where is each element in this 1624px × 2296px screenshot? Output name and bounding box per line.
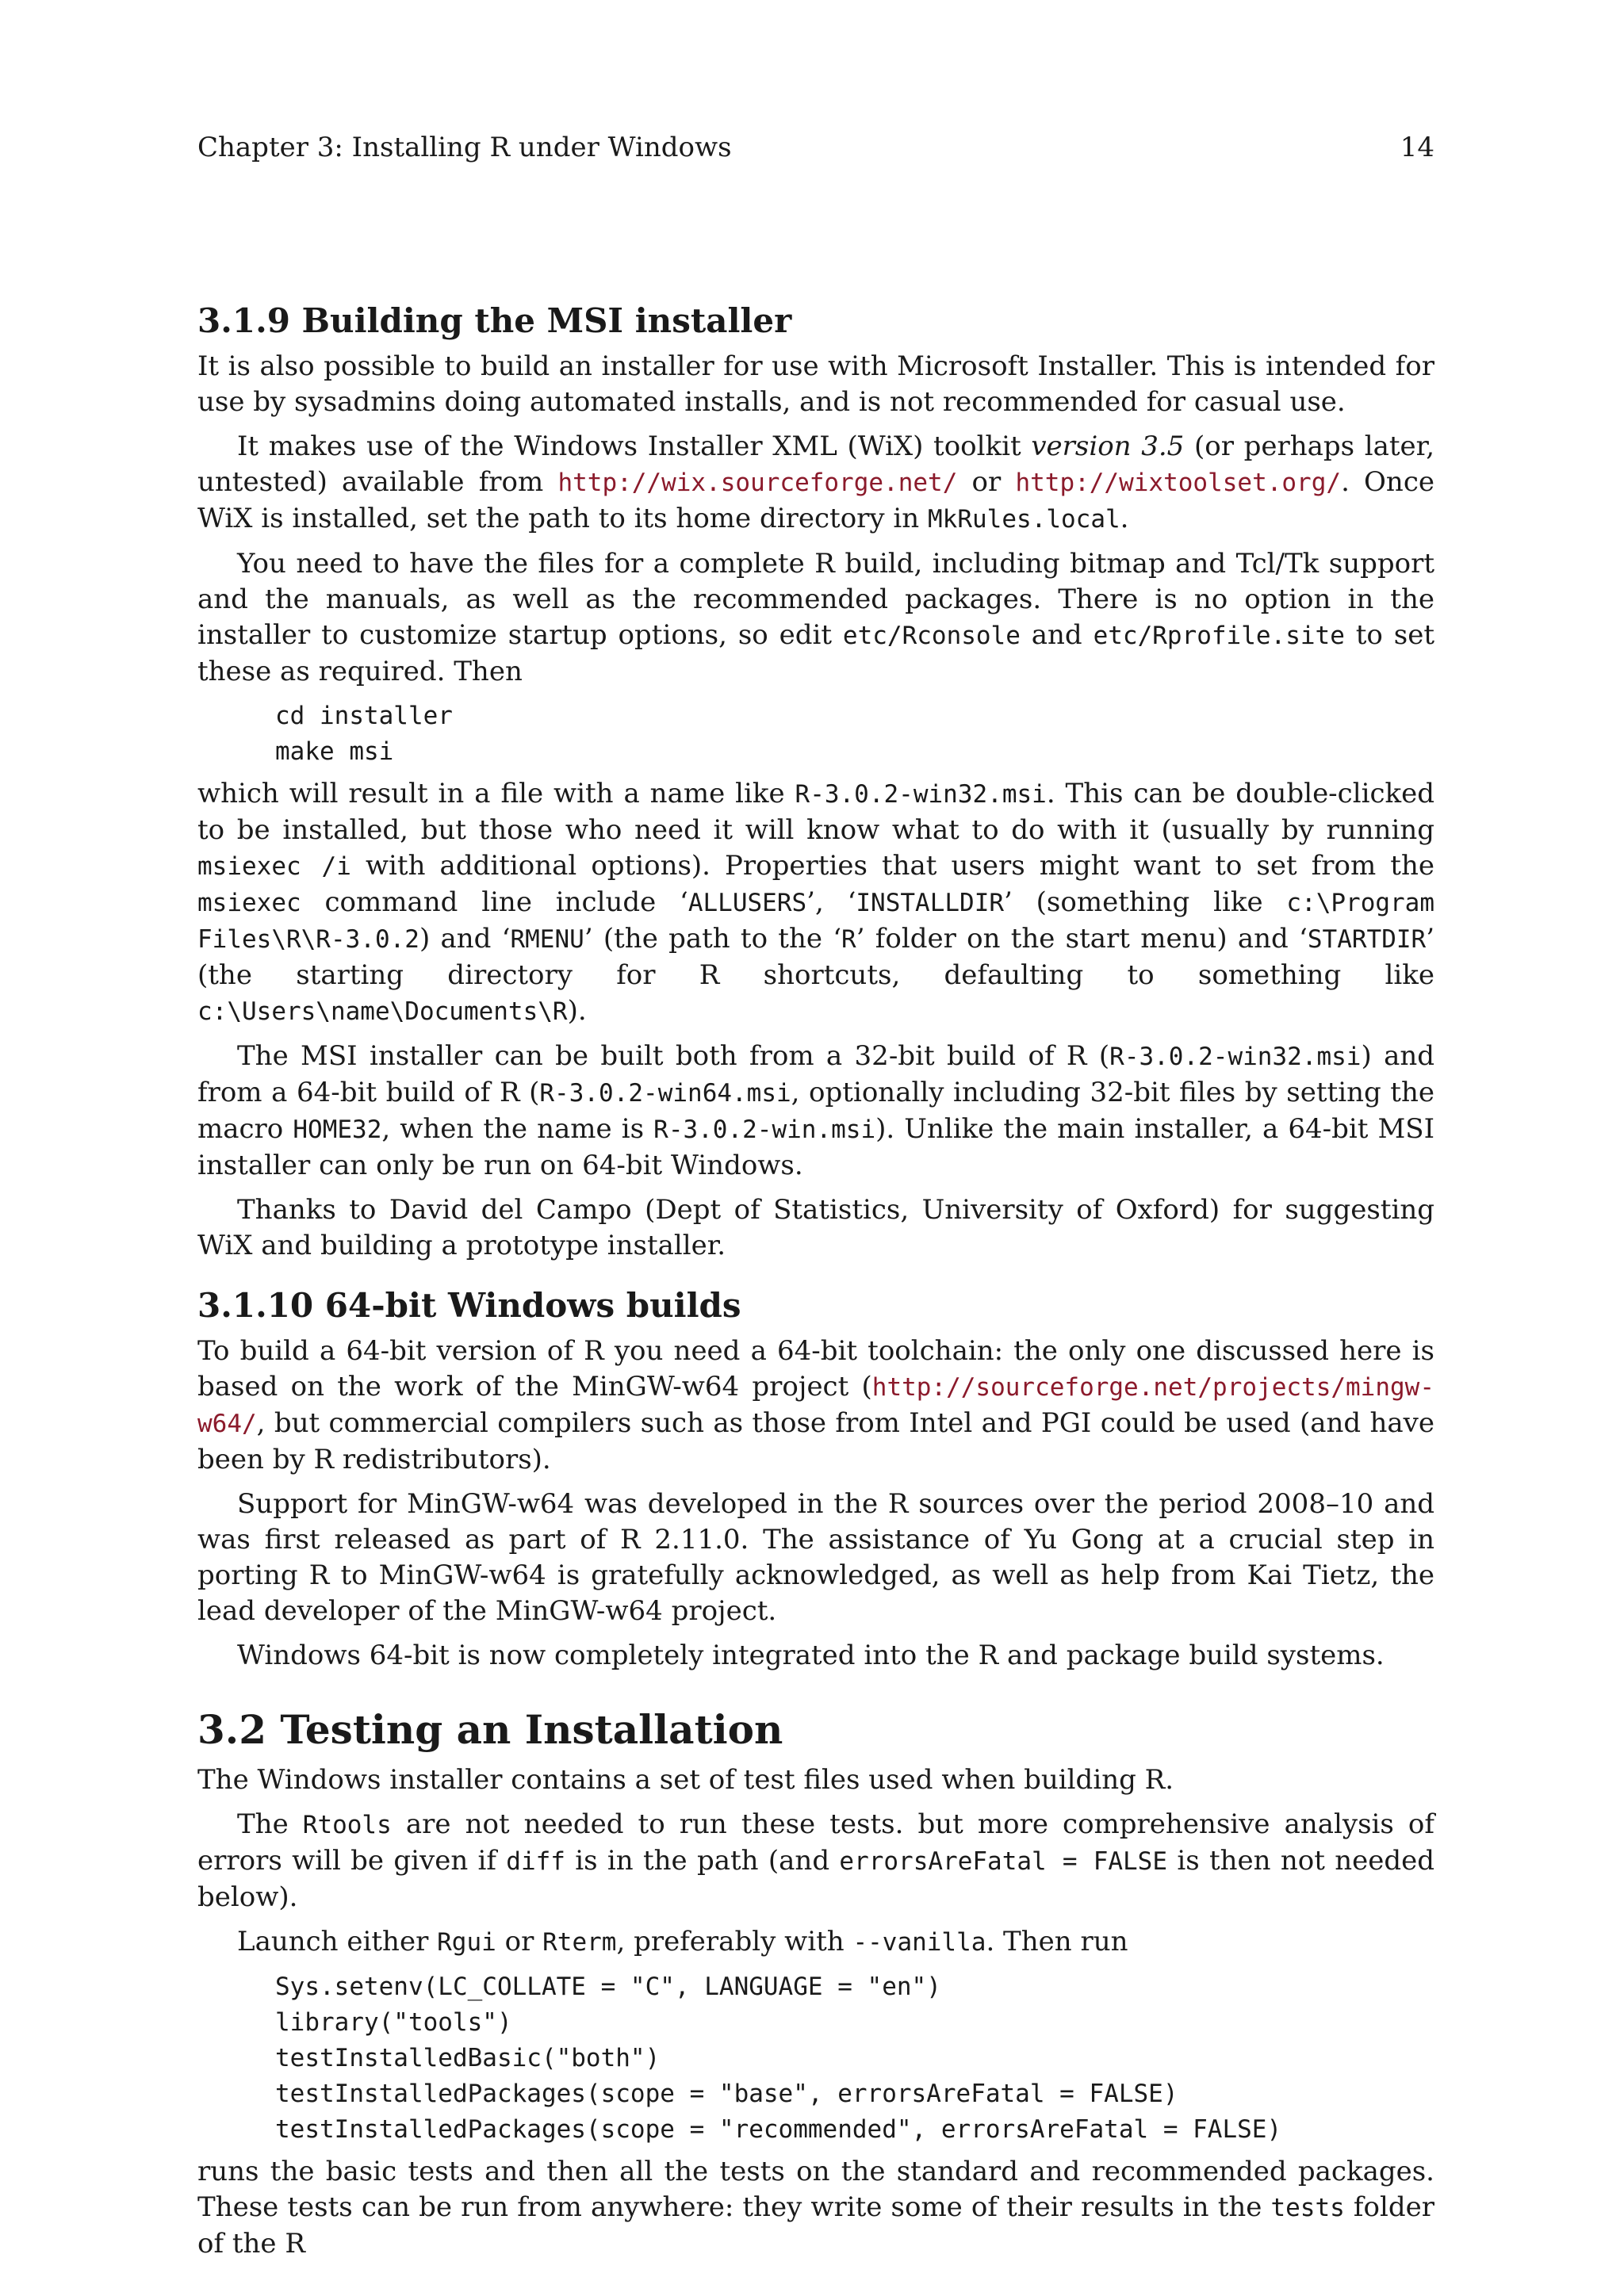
section-heading: 3.1.10 64-bit Windows builds (197, 1286, 741, 1325)
code-block (275, 1969, 1434, 2148)
inline-code: R-3.0.2-win.msi (653, 1115, 876, 1144)
inline-code: --vanilla (852, 1928, 986, 1957)
code-line: testInstalledPackages(scope = "base", errorsAreFatal = FALSE) (275, 2080, 1178, 2108)
paragraph: Thanks to David del Campo (Dept of Statistics, University of Oxford) for suggesting WiX and building a prototype installer. (197, 1194, 1434, 1261)
inline-code: Rterm (542, 1928, 617, 1957)
paragraph: Windows 64-bit is now completely integrated into the R and package build systems. (237, 1640, 1385, 1671)
inline-code: STARTDIR (1307, 925, 1427, 954)
inline-code: R-3.0.2-win64.msi (539, 1079, 791, 1108)
paragraph: It is also possible to build an installer for use with Microsoft Installer. This is intended for use by sysadmins doing automated installs, and is not recommended for casual use. (197, 350, 1434, 418)
paragraph: To build a 64-bit version of R you need a 64-bit toolchain: the only one discussed here is based on the work of the MinGW-w64 project (http://sourceforge.net/projects/mingw-w64/, but commercial compilers such as those from Intel and PGI could be used (and have been by R redistributors). (197, 1335, 1434, 1475)
inline-code: R-3.0.2-win32.msi (1109, 1043, 1362, 1071)
inline-code: INSTALLDIR (856, 889, 1005, 917)
paragraph: Launch either Rgui or Rterm, preferably with --vanilla. Then run (237, 1926, 1128, 1957)
section-3-1-9 (197, 300, 1434, 1264)
page-number: 14 (1400, 132, 1434, 163)
inline-code: c:\Program Files\R\R-3.0.2 (197, 889, 1435, 954)
inline-code: etc/Rprofile.site (1093, 622, 1345, 650)
code-line: make msi (275, 737, 394, 766)
inline-code: c:\Users\name\Documents\R (197, 997, 568, 1026)
running-header (197, 130, 1434, 165)
paragraph: The Rtools are not needed to run these tests. but more comprehensive analysis of errors will be given if diff is in the path (and errorsAreFatal = FALSE is then not needed below). (197, 1808, 1434, 1913)
inline-code: R-3.0.2-win32.msi (795, 780, 1047, 809)
inline-code: msiexec (197, 889, 301, 917)
inline-code: Rgui (437, 1928, 496, 1957)
page-body (197, 279, 1434, 2271)
inline-code: diff (506, 1847, 565, 1876)
paragraph: Support for MinGW-w64 was developed in the R sources over the period 2008–10 and was first released as part of R 2.11.0. The assistance of Yu Gong at a crucial step in porting R to MinGW-w64 is gratefully acknowledged, as well as help from Kai Tietz, the lead developer of the MinGW-w64 project. (197, 1488, 1434, 1627)
inline-code: ALLUSERS (688, 889, 807, 917)
code-line: testInstalledBasic("both") (275, 2044, 661, 2072)
link-mingw-w64[interactable]: http://sourceforge.net/projects/mingw-w64/ (197, 1373, 1434, 1438)
inline-code: RMENU (510, 925, 584, 954)
inline-code: etc/Rconsole (842, 622, 1021, 650)
inline-code: Rtools (302, 1811, 392, 1839)
section-heading: 3.1.9 Building the MSI installer (197, 301, 792, 340)
paragraph: runs the basic tests and then all the tests on the standard and recommended packages. These tests can be run from anywhere: they write some of their results in the tests folder of the R (197, 2156, 1434, 2260)
link-wix-sourceforge[interactable]: http://wix.sourceforge.net/ (557, 469, 958, 497)
paragraph: The MSI installer can be built both from a 32-bit build of R (R-3.0.2-win32.msi) and from a 64-bit build of R (R-3.0.2-win64.msi, optionally including 32-bit files by setting the macro HOME32, when the name is R-3.0.2-win.msi). Unlike the main installer, a 64-bit MSI installer can only be run on 64-bit Windows. (197, 1040, 1434, 1181)
code-line: testInstalledPackages(scope = "recommended", errorsAreFatal = FALSE) (275, 2115, 1282, 2144)
inline-code: msiexec /i (197, 852, 351, 881)
section-heading: 3.2 Testing an Installation (197, 1706, 783, 1753)
chapter-title: Chapter 3: Installing R under Windows (197, 132, 732, 163)
paragraph: which will result in a file with a name like R-3.0.2-win32.msi. This can be double-clicked to be installed, but those who need it will know what to do with it (usually by running msiexec /i with additional options). Properties that users might want to set from the msiexec command line include ‘ALLUSERS’, ‘INSTALLDIR’ (something like c:\Program Files\R\R-3.0.2) and ‘RMENU’ (the path to the ‘R’ folder on the start menu) and ‘STARTDIR’ (the starting directory for R shortcuts, defaulting to something like c:\Users\name\Documents\R). (197, 778, 1435, 1027)
inline-code: errorsAreFatal = FALSE (839, 1847, 1168, 1876)
code-line: Sys.setenv(LC_COLLATE = "C", LANGUAGE = "en") (275, 1973, 941, 2001)
code-block (275, 698, 1434, 770)
inline-code: MkRules.local (928, 505, 1120, 534)
emphasis: version 3.5 (1031, 430, 1185, 462)
section-3-1-10 (197, 1284, 1434, 1674)
paragraph: It makes use of the Windows Installer XML (WiX) toolkit version 3.5 (or perhaps later, untested) available from http://wix.sourceforge.net/ or http://wixtoolset.org/. Once WiX is installed, set the path to its home directory in MkRules.local. (197, 430, 1435, 534)
paragraph: The Windows installer contains a set of test files used when building R. (197, 1764, 1174, 1796)
section-3-2 (197, 1705, 1434, 2262)
paragraph: You need to have the files for a complete R build, including bitmap and Tcl/Tk support and the manuals, as well as the recommended packages. There is no option in the installer to customize startup options, so edit etc/Rconsole and etc/Rprofile.site to set these as required. Then (197, 548, 1434, 687)
code-line: library("tools") (275, 2008, 512, 2037)
inline-code: HOME32 (293, 1115, 382, 1144)
code-line: cd installer (275, 702, 453, 730)
inline-code: R (841, 925, 856, 954)
inline-code: tests (1270, 2194, 1345, 2222)
link-wixtoolset[interactable]: http://wixtoolset.org/ (1015, 469, 1342, 497)
